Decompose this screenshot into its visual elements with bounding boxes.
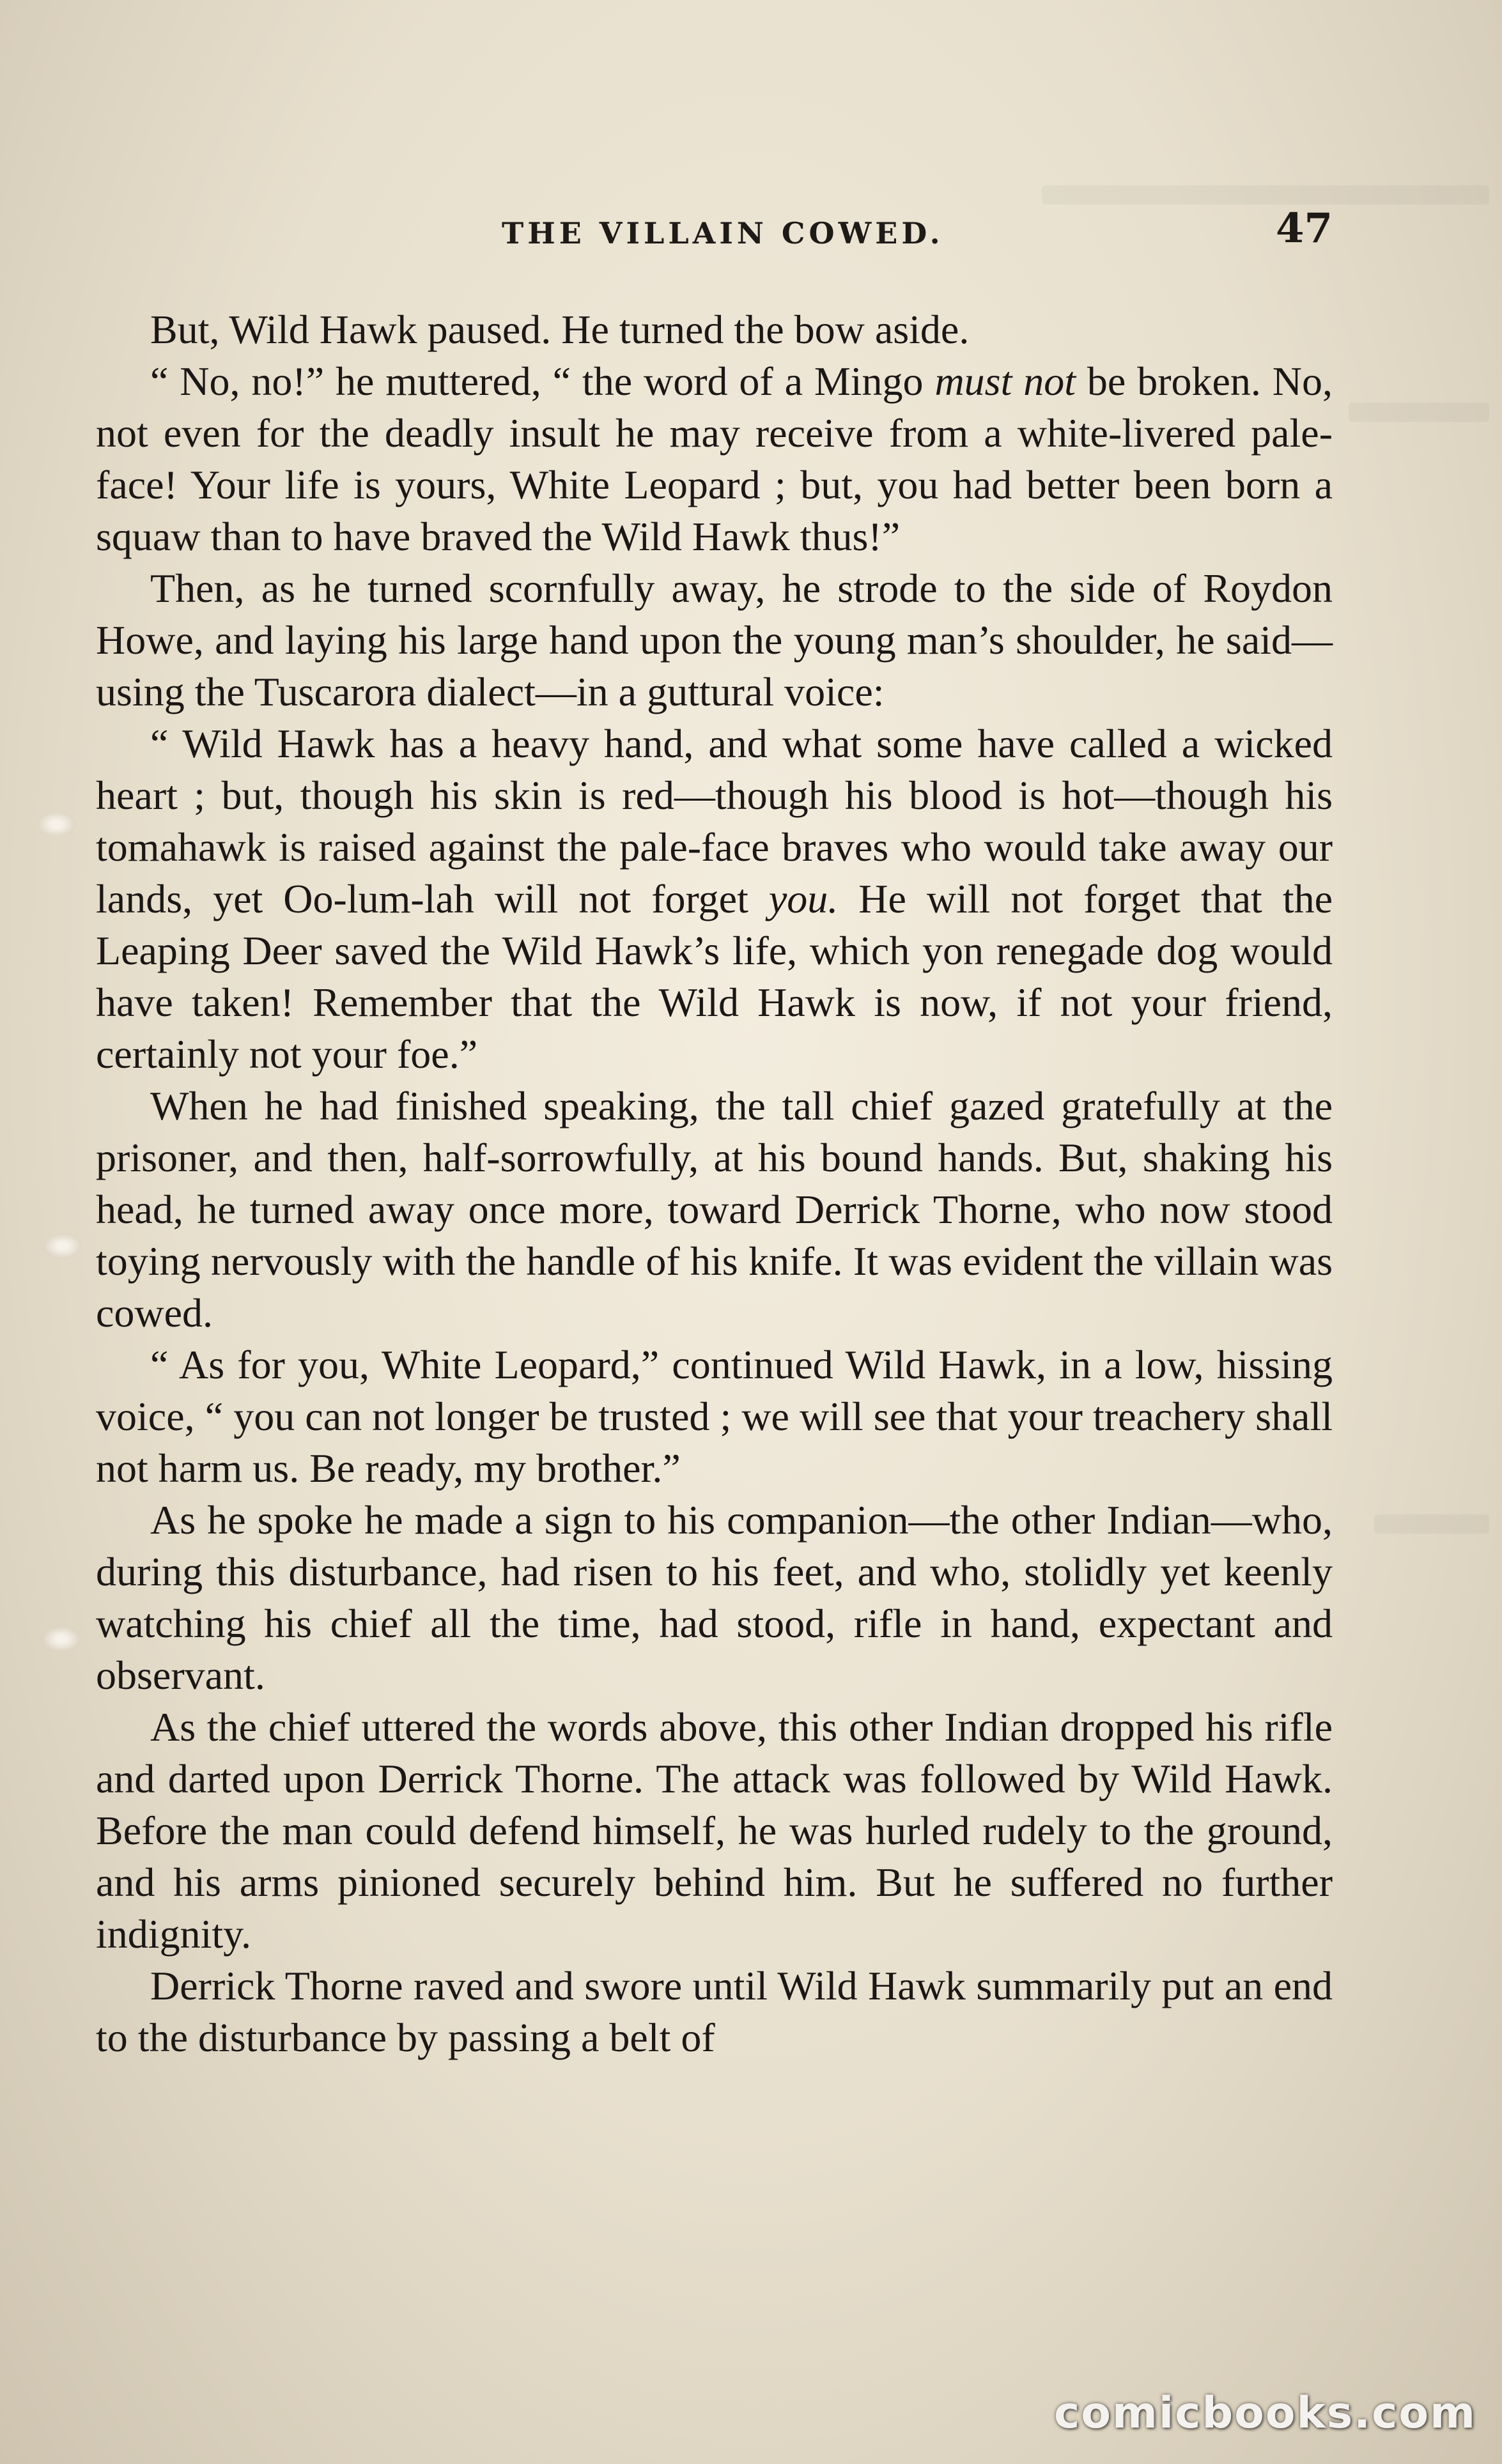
paragraph (96, 1339, 1333, 1494)
paragraph (96, 304, 1333, 355)
paragraph-text: When he had finished speaking, the tall chief gazed gratefully at the prisoner, and then, half-sorrowfully, at his bound hands. But, shaking his head, he turned away once more, toward Derrick Thorne, who now stood toying nervously with the handle of his knife. It was evident the villain was cowed. (96, 1083, 1333, 1336)
paragraph-text: Derrick Thorne raved and swore until Wild Hawk summarily put an end to the disturbance by passing a belt of (96, 1963, 1333, 2060)
paragraph-text: Then, as he turned scornfully away, he strode to the side of Roydon Howe, and laying his large hand upon the young man’s shoulder, he said—using the Tuscarora dialect—in a guttural voice: (96, 566, 1333, 714)
paragraph (96, 1960, 1333, 2063)
running-head: THE VILLAIN COWED. (502, 216, 944, 250)
paragraph-text: But, Wild Hawk paused. He turned the bow aside. (150, 307, 970, 352)
paper-blemish (37, 812, 75, 837)
paragraph-text: He will not forget that the Leaping Deer saved the Wild Hawk’s life, which yon renegade dog would have taken! Remember that the Wild Hawk is now, if not your friend, certainly not your foe.” (96, 876, 1333, 1077)
paragraph-text: As the chief uttered the words above, this other Indian dropped his rifle and darted upon Derrick Thorne. The attack was followed by Wild Hawk. Before the man could defend himself, he was hurled rudely to the ground, and his arms pinioned securely behind him. But he suffered no further indignity. (96, 1704, 1333, 1957)
emphasis-text: must not (934, 358, 1076, 404)
show-through-heading (505, 73, 519, 106)
paragraph-text: be broken. No, not even for the deadly insult he may receive from a white-livered pale-face! Your life is yours, White Leopard ; but, you had better been born a squaw than to have braved the Wild Hawk thus!” (96, 358, 1333, 559)
watermark: comicbooks.com (1053, 2388, 1476, 2438)
paragraph (96, 562, 1333, 718)
paper-blemish (43, 1233, 82, 1259)
show-through-line (1349, 403, 1489, 422)
paragraph-text: “ Wild Hawk has a heavy hand, and what some have called a wicked heart ; but, though his skin is red—though his blood is hot—though his tomahawk is raised against the pale-face braves who would take away our lands, yet Oo-lum-lah will not forget (96, 721, 1333, 921)
emphasis-text: you. (768, 876, 839, 921)
paragraph (96, 1494, 1333, 1701)
body-text (96, 304, 1333, 2063)
paragraph (96, 718, 1333, 1080)
paragraph (96, 1701, 1333, 1960)
paragraph-text: “ No, no!” he muttered, “ the word of a Mingo (150, 358, 935, 404)
show-through-line (1374, 1514, 1489, 1534)
paper-blemish (42, 1626, 81, 1652)
paragraph-text: “ As for you, White Leopard,” continued Wild Hawk, in a low, hissing voice, “ you can not longer be trusted ; we will see that your treachery shall not harm us. Be ready, my brother.” (96, 1342, 1333, 1491)
page-number: 47 (1275, 204, 1333, 252)
show-through-line (1042, 185, 1489, 204)
paragraph (96, 1080, 1333, 1339)
paragraph (96, 355, 1333, 562)
paragraph-text: As he spoke he made a sign to his companion—the other Indian—who, during this disturbance, had risen to his feet, and who, stolidly yet keenly watching his chief all the time, had stood, rifle in hand, expectant and observant. (96, 1497, 1333, 1698)
page-header (96, 204, 1333, 262)
